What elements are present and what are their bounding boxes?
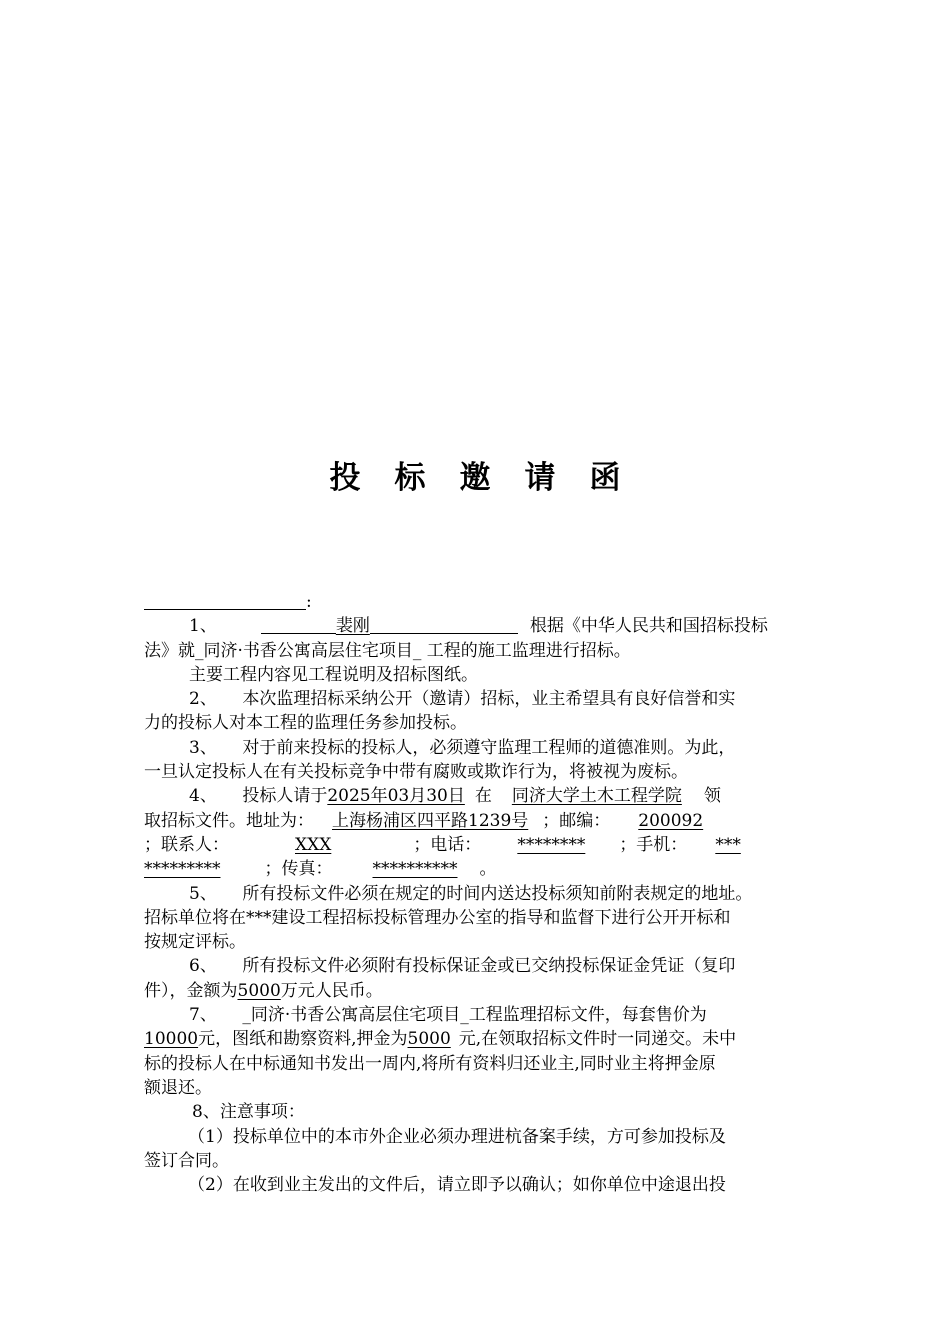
item-1-line-3: 主要工程内容见工程说明及招标图纸。 xyxy=(189,664,478,685)
address-value: 上海杨浦区四平路1239号 xyxy=(332,810,529,831)
item-7-line-2: 10000元，图纸和勘察资料,押金为5000 元,在领取招标文件时一同递交。未中 xyxy=(144,1029,737,1050)
item-6-line-2: 件），金额为5000万元人民币。 xyxy=(144,980,383,1001)
item-2-line: 2、 本次监理招标采纳公开（邀请）招标，业主希望具有良好信誉和实 xyxy=(189,689,736,710)
item-4-line-2: 取招标文件。地址为： 上海杨浦区四平路1239号 ；邮编： 200092 xyxy=(144,809,808,833)
item-8-heading: 8、注意事项： xyxy=(192,1102,305,1123)
mobile-value-cont: ********* xyxy=(144,859,221,880)
title-char: 投 xyxy=(329,460,361,496)
phone-value: ******** xyxy=(517,834,586,855)
owner-name: 裴刚 xyxy=(335,616,370,637)
item-4-line-3: ；联系人： XXX ；电话： ******** ；手机： *** xyxy=(144,834,741,855)
item-6-line: 6、 所有投标文件必须附有投标保证金或已交纳投标保证金凭证（复印 xyxy=(189,956,736,977)
fax-value: ********** xyxy=(372,859,458,880)
addressee-line: : xyxy=(144,590,808,614)
item-4-line: 4、 投标人请于2025年03月30日 在 同济大学土木工程学院 领 xyxy=(189,786,721,807)
item-2-line-2: 力的投标人对本工程的监理任务参加投标。 xyxy=(144,713,467,734)
guarantee-amount: 5000 xyxy=(237,980,281,1001)
document-price: 10000 xyxy=(144,1029,199,1050)
deposit-amount: 5000 xyxy=(407,1029,451,1050)
item-7-line-3: 标的投标人在中标通知书发出一周内,将所有资料归还业主,同时业主将押金原 xyxy=(144,1053,716,1074)
contact-value: XXX xyxy=(295,834,332,855)
note-1-line: （1）投标单位中的本市外企业必须办理进杭备案手续，方可参加投标及 xyxy=(188,1126,726,1147)
document-title xyxy=(0,452,950,497)
pickup-place: 同济大学土木工程学院 xyxy=(511,786,682,807)
item-3-line: 3、 对于前来投标的投标人，必须遵守监理工程师的道德准则。为此， xyxy=(189,737,736,758)
item-7-line-4: 额退还。 xyxy=(144,1077,212,1098)
item-3-line-2: 一旦认定投标人在有关投标竞争中带有腐败或欺诈行为，将被视为废标。 xyxy=(144,762,688,783)
letter-body xyxy=(144,590,808,1197)
addressee-blank xyxy=(144,591,306,610)
item-5-line: 5、 所有投标文件必须在规定的时间内送达投标须知前附表规定的地址。 xyxy=(189,883,753,904)
item-1-line-2: 法》就_同济·书香公寓高层住宅项目_ 工程的施工监理进行招标。 xyxy=(144,640,631,661)
note-2-line: （2）在收到业主发出的文件后，请立即予以确认；如你单位中途退出投 xyxy=(188,1175,726,1196)
note-1-line-2: 签订合同。 xyxy=(144,1150,229,1171)
title-char: 邀 xyxy=(459,460,491,496)
title-char: 标 xyxy=(394,460,426,496)
item-5-line-3: 按规定评标。 xyxy=(144,932,246,953)
pickup-date: 2025年03月30日 xyxy=(327,786,465,807)
item-5-line-2: 招标单位将在***建设工程招标投标管理办公室的指导和监督下进行公开开标和 xyxy=(144,907,731,928)
mobile-value: *** xyxy=(715,834,741,855)
item-4-line-4: ********* ；传真： ********** 。 xyxy=(144,859,497,880)
title-char: 函 xyxy=(589,460,621,496)
item-7-line: 7、 _同济·书香公寓高层住宅项目_工程监理招标文件，每套售价为 xyxy=(189,1005,707,1026)
title-char: 请 xyxy=(524,460,556,496)
item-1-line: 1、 裴刚 根据《中华人民共和国招标投标 xyxy=(189,616,768,637)
postcode-value: 200092 xyxy=(638,810,704,831)
